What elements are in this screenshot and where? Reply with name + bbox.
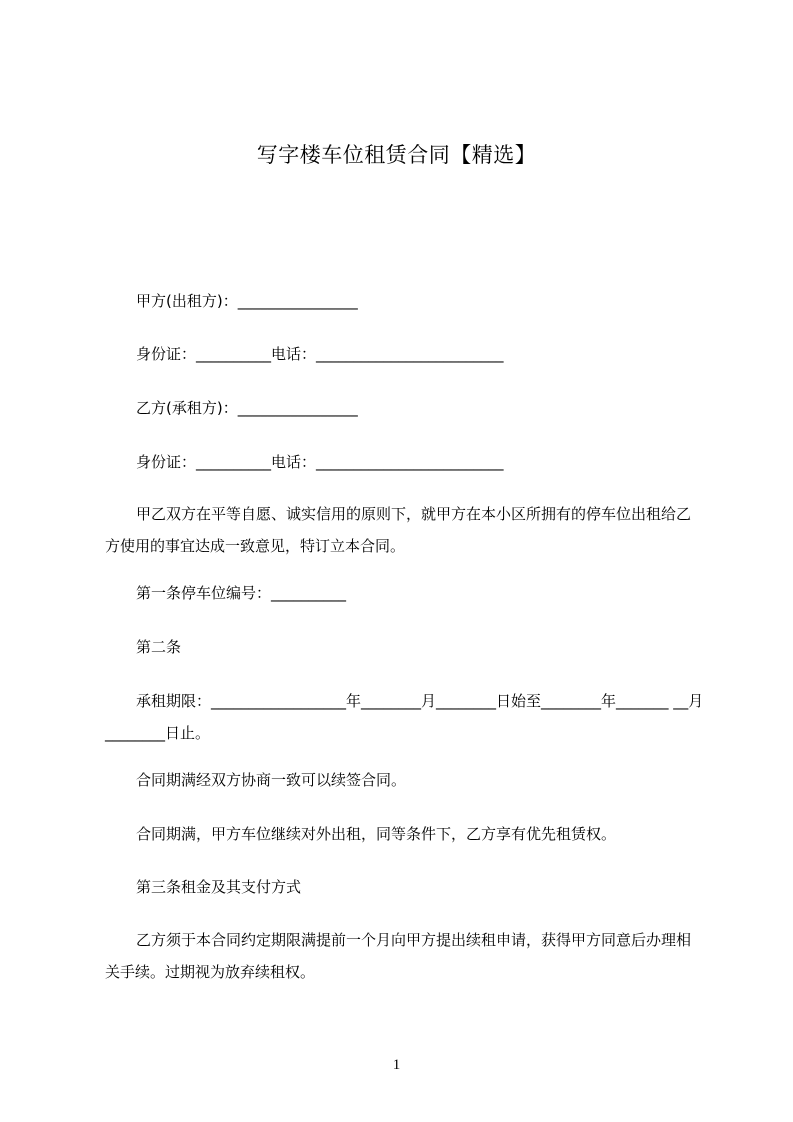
id-phone-line-1: 身份证：__________电话：_________________________	[136, 345, 504, 363]
party-b-line: 乙方(承租方)：________________	[136, 399, 358, 417]
priority-line: 合同期满，甲方车位继续对外出租，同等条件下，乙方享有优先租赁权。	[136, 825, 617, 843]
id-phone-line-2: 身份证：__________电话：_________________________	[136, 453, 504, 471]
article-1-line: 第一条停车位编号：__________	[136, 584, 347, 602]
article-3-heading: 第三条租金及其支付方式	[136, 878, 302, 896]
intro-paragraph: 甲乙双方在平等自愿、诚实信用的原则下，就甲方在本小区所拥有的停车位出租给乙方使用的事宜达成一致意见，特订立本合同。	[105, 505, 692, 555]
page-title: 写字楼车位租赁合同【精选】	[256, 143, 537, 167]
page-number: 1	[392, 1057, 401, 1073]
party-a-line: 甲方(出租方)：________________	[136, 292, 358, 310]
article-2-heading: 第二条	[136, 638, 182, 656]
lease-term-paragraph: 承租期限：__________________年________月________日始至________年_______ __月________日止。	[105, 692, 704, 742]
renewal-application-paragraph: 乙方须于本合同约定期限满提前一个月向甲方提出续租申请，获得甲方同意后办理相关手续。过期视为放弃续租权。	[105, 931, 692, 981]
renewal-line: 合同期满经双方协商一致可以续签合同。	[136, 771, 407, 789]
